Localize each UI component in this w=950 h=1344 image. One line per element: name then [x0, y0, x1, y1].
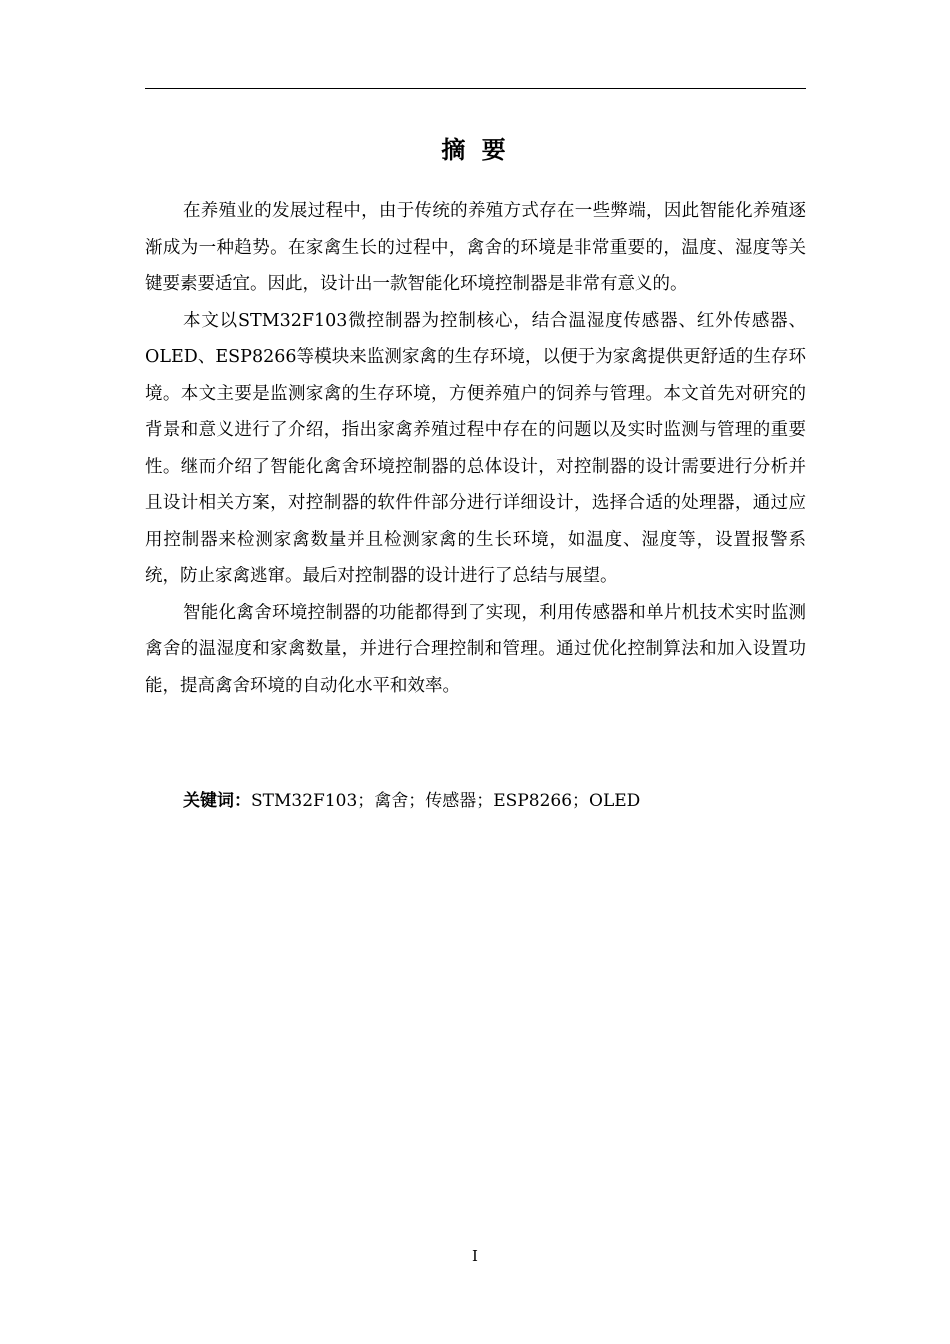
abstract-body: [145, 193, 806, 704]
keywords-label: 关键词：: [183, 791, 251, 811]
keywords-value: STM32F103；禽舍；传感器；ESP8266；OLED: [251, 791, 641, 811]
page-number: I: [472, 1247, 478, 1265]
abstract-paragraph-1: 在养殖业的发展过程中，由于传统的养殖方式存在一些弊端，因此智能化养殖逐渐成为一种趋势。在家禽生长的过程中，禽舍的环境是非常重要的，温度、湿度等关键要素要适宜。因此，设计出一款智能化环境控制器是非常有意义的。: [145, 201, 806, 294]
header-rule: [145, 88, 806, 89]
page-title: 摘 要: [441, 136, 510, 164]
abstract-paragraph-2: 本文以STM32F103微控制器为控制核心，结合温湿度传感器、红外传感器、OLED、ESP8266等模块来监测家禽的生存环境，以便于为家禽提供更舒适的生存环境。本文主要是监测家禽的生存环境，方便养殖户的饲养与管理。本文首先对研究的背景和意义进行了介绍，指出家禽养殖过程中存在的问题以及实时监测与管理的重要性。继而介绍了智能化禽舍环境控制器的总体设计，对控制器的设计需要进行分析并且设计相关方案，对控制器的软件件部分进行详细设计，选择合适的处理器，通过应用控制器来检测家禽数量并且检测家禽的生长环境，如温度、湿度等，设置报警系统，防止家禽逃窜。最后对控制器的设计进行了总结与展望。: [145, 310, 806, 586]
keywords-line: [183, 786, 640, 816]
abstract-paragraph-3: 智能化禽舍环境控制器的功能都得到了实现，利用传感器和单片机技术实时监测禽舍的温湿度和家禽数量，并进行合理控制和管理。通过优化控制算法和加入设置功能，提高禽舍环境的自动化水平和效率。: [145, 602, 806, 696]
